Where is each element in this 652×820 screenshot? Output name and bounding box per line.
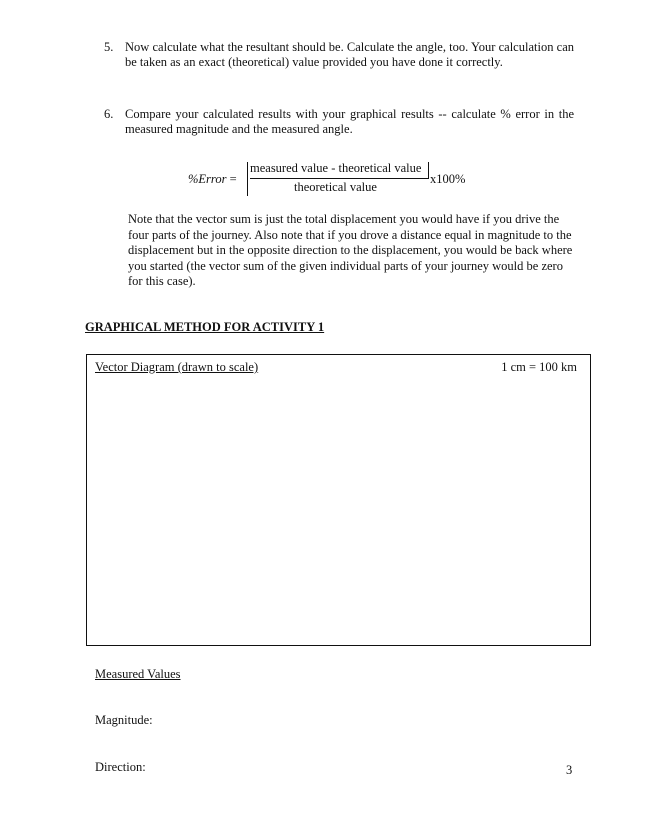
percent-error-formula — [188, 160, 488, 198]
instruction-number: 6. — [104, 107, 114, 121]
formula-denominator: theoretical value — [294, 180, 377, 194]
formula-lhs-label: %Error — [188, 172, 227, 186]
direction-label: Direction: — [95, 760, 146, 774]
formula-multiplier: x100% — [430, 172, 466, 186]
formula-numerator: measured value - theoretical value — [250, 161, 422, 175]
diagram-scale: 1 cm = 100 km — [501, 360, 577, 374]
vector-diagram-box[interactable] — [86, 354, 591, 646]
formula-lhs — [188, 172, 237, 187]
instruction-text: Now calculate what the resultant should be. Calculate the angle, too. Your calculation can be taken as an exact (theoretical) value provided you have done it correctly. — [125, 40, 574, 69]
instruction-item-6 — [104, 107, 574, 137]
absolute-bar-right — [428, 162, 429, 179]
instruction-number: 5. — [104, 40, 114, 54]
instruction-text: Compare your calculated results with your graphical results -- calculate % error in the measured magnitude and the measured angle. — [125, 107, 574, 136]
instruction-item-5 — [104, 40, 574, 70]
page-number: 3 — [566, 763, 573, 777]
note-paragraph: Note that the vector sum is just the total displacement you would have if you drive the four parts of the journey. Also note that if you drove a distance equal in magnitude to the displacement but in the opposite direction to the displacement, you would be back where you started (the vector sum of the given individual parts of your journey would be zero for this case). — [128, 212, 573, 288]
formula-equals: = — [229, 172, 237, 186]
fraction-line — [250, 178, 428, 179]
magnitude-label: Magnitude: — [95, 713, 153, 727]
section-heading: GRAPHICAL METHOD FOR ACTIVITY 1 — [85, 320, 325, 334]
absolute-bar-left — [247, 162, 248, 196]
measured-values-heading: Measured Values — [95, 667, 181, 681]
diagram-title: Vector Diagram (drawn to scale) — [95, 360, 259, 374]
